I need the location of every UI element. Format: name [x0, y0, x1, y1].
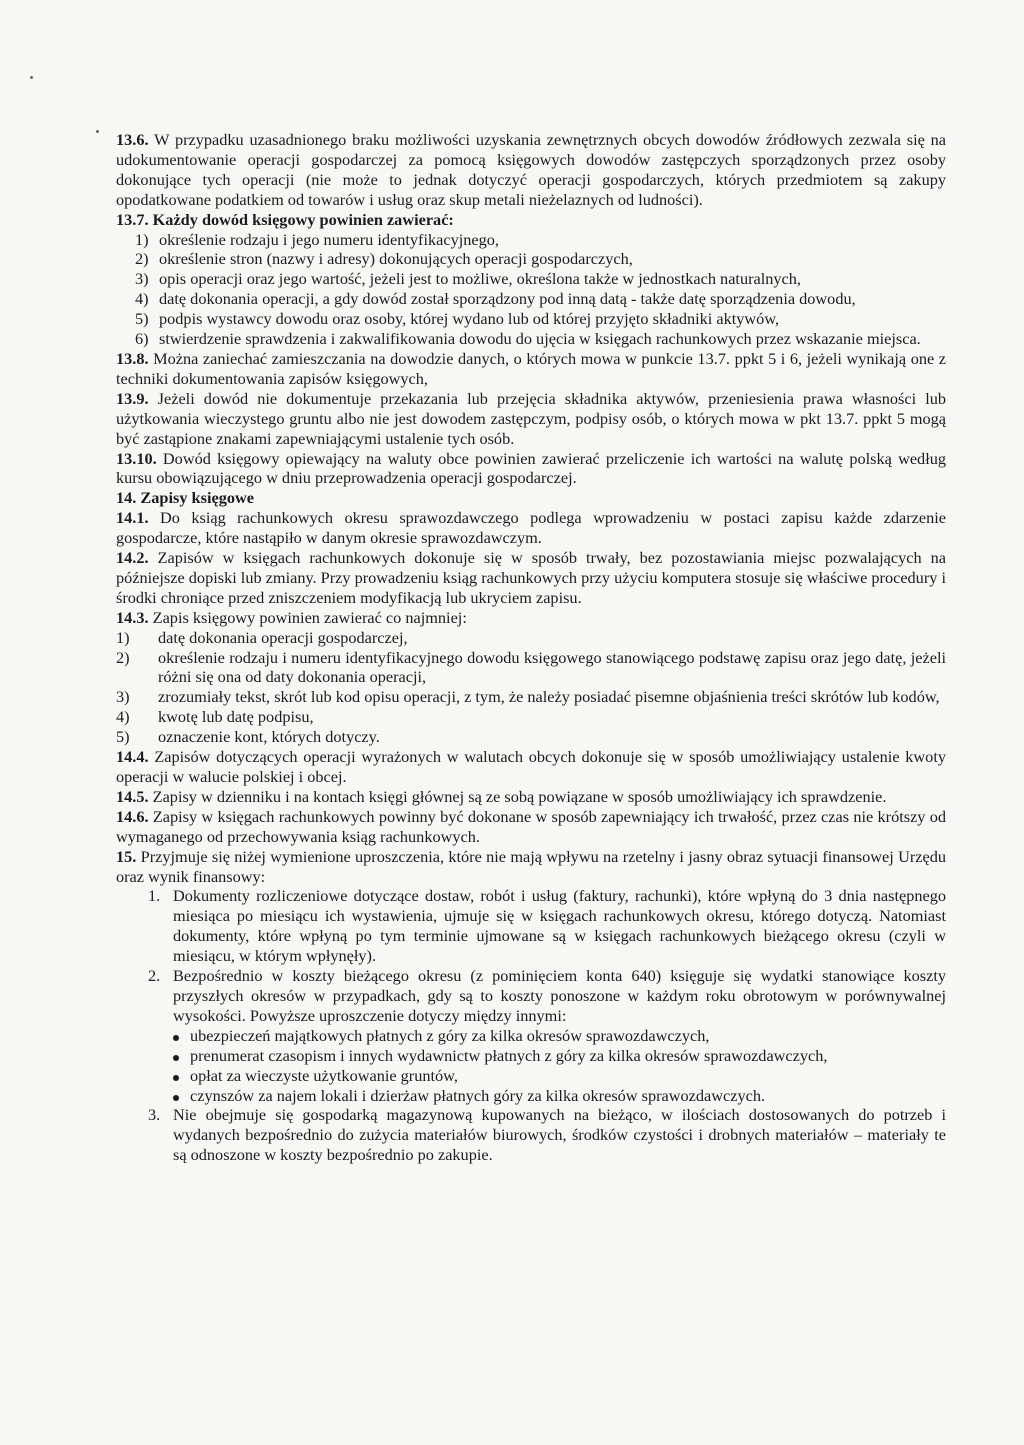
list-number: 2) [135, 249, 149, 269]
paragraph-text: Jeżeli dowód nie dokumentuje przekazania lub przejęcia składnika aktywów, przeniesienia prawa własności lub użytkowania wieczystego gruntu albo nie jest dowodem zastępczym, podpisy osób, o których mowa w pkt 13.7. ppkt 5 mogą być zastąpione znakami zapewniającymi ustalenie tych osób. [116, 388, 946, 448]
document-page [116, 130, 946, 1165]
bullet-text: ubezpieczeń majątkowych płatnych z góry za kilka okresów sprawozdawczych, [190, 1025, 710, 1045]
list-number: 3) [116, 687, 130, 707]
paragraph-14-2 [116, 548, 946, 608]
list-item [135, 249, 946, 269]
paragraph-text: Zapis księgowy powinien zawierać co najmniej: [152, 607, 467, 627]
list-number: 3) [135, 269, 149, 289]
list-15-cont [148, 1105, 946, 1165]
paragraph-13-10 [116, 449, 946, 489]
bullet-text: czynszów za najem lokali i dzierżaw płatnych góry za kilka okresów sprawozdawczych. [190, 1085, 766, 1105]
section-number: 14.4. [116, 747, 149, 767]
list-13-7 [135, 230, 946, 349]
paragraph-text: Dowód księgowy opiewający na waluty obce powinien zawierać przeliczenie ich wartości na walutę polską według kursu obowiązującego w dniu przeprowadzenia operacji gospodarczej. [116, 448, 947, 488]
paragraph-14-4 [116, 747, 946, 787]
scan-speck [96, 130, 99, 133]
list-text: datę dokonania operacji gospodarczej, [158, 627, 408, 647]
list-number: 2. [148, 966, 161, 986]
paragraph-text: Do ksiąg rachunkowych okresu sprawozdawczego podlega wprowadzeniu w postaci zapisu każde zdarzenie gospodarcze, które nastąpiło w danym okresie sprawozdawczym. [116, 508, 946, 548]
list-item [116, 687, 946, 707]
list-number: 5) [116, 727, 130, 747]
list-text: stwierdzenie sprawdzenia i zakwalifikowania dowodu do ujęcia w księgach rachunkowych przez wskazanie miejsca. [159, 329, 921, 349]
list-item [135, 230, 946, 250]
scan-speck [30, 76, 33, 79]
bullet-item [173, 1086, 946, 1106]
list-text: kwotę lub datę podpisu, [158, 707, 314, 727]
list-text: opis operacji oraz jego wartość, jeżeli jest to możliwe, określona także w jednostkach naturalnych, [159, 269, 801, 289]
list-text: Nie obejmuje się gospodarką magazynową kupowanych na bieżąco, w ilościach dostosowanych do potrzeb i wydanych bezpośrednio do zużycia materiałów biurowych, środków czystości i drobnych materiałów – materiały te są odnoszone w koszty bezpośrednio po zakupie. [173, 1105, 946, 1165]
paragraph-13-9 [116, 389, 946, 449]
list-number: 4) [135, 289, 149, 309]
section-number: 14.2. [116, 548, 149, 568]
list-item [135, 289, 946, 309]
list-text: oznaczenie kont, których dotyczy. [158, 727, 380, 747]
list-number: 1) [116, 627, 130, 647]
list-text: określenie stron (nazwy i adresy) dokonujących operacji gospodarczych, [159, 249, 633, 269]
bullet-icon [173, 1055, 179, 1061]
list-text: określenie rodzaju i jego numeru identyfikacyjnego, [159, 229, 499, 249]
bullet-text: opłat za wieczyste użytkowanie gruntów, [190, 1065, 458, 1085]
paragraph-14-5 [116, 787, 946, 807]
list-text: Bezpośrednio w koszty bieżącego okresu (z pominięciem konta 640) księguje się wydatki stanowiące koszty przyszłych okresów w przypadkach, gdy są to koszty ponoszone w każdym roku obrotowym w porównywalnej wysokości. Powyższe uproszczenie dotyczy między innymi: [173, 966, 946, 1025]
section-number: 14.3. [116, 607, 149, 627]
list-item [135, 309, 946, 329]
list-number: 2) [116, 647, 130, 667]
paragraph-14-6 [116, 807, 946, 847]
paragraph-13-6 [116, 130, 946, 210]
paragraph-13-7 [116, 210, 946, 230]
list-text: datę dokonania operacji, a gdy dowód został sporządzony pod inną datą - także datę sporządzenia dowodu, [159, 289, 856, 309]
paragraph-text: Zapisów dotyczących operacji wyrażonych w walutach obcych dokonuje się w sposób umożliwiający ustalenie kwoty operacji w walucie polskiej i obcej. [116, 747, 946, 786]
list-item [116, 707, 946, 727]
bullet-list-15-2 [116, 1026, 946, 1106]
bullet-item [173, 1046, 946, 1066]
section-heading: Każdy dowód księgowy powinien zawierać: [152, 209, 454, 229]
paragraph-13-8 [116, 349, 946, 389]
section-number: 14.1. [116, 508, 149, 528]
list-item [116, 628, 946, 648]
paragraph-text: W przypadku uzasadnionego braku możliwości uzyskania zewnętrznych obcych dowodów źródłowych zezwala się na udokumentowanie operacji gospodarczej za pomocą księgowych dowodów zastępczych sporządzonych przez osoby dokonujące tych operacji (nie może to jednak dotyczyć operacji gospodarczych, których przedmiotem są zakupy opodatkowane podatkiem od towarów i usług oraz skup metali nieżelaznych od ludności). [116, 130, 946, 209]
paragraph-text: Zapisy w dzienniku i na kontach księgi głównej są ze sobą powiązane w sposób umożliwiający ich sprawdzenie. [152, 786, 887, 806]
list-15 [148, 886, 946, 1025]
bullet-icon [173, 1095, 179, 1101]
paragraph-14-1 [116, 508, 946, 548]
paragraph-15 [116, 847, 946, 887]
list-text: Dokumenty rozliczeniowe dotyczące dostaw, robót i usług (faktury, rachunki), które wpłyną do 3 dnia następnego miesiąca po miesiącu ich wystawienia, ujmuje się w księgach rachunkowych okresu, którego dotyczą. Natomiast dokumenty, które wpłyną po tym terminie ujmowane są w księgach rachunkowych bieżącego okresu (czyli w miesiącu, w którym wpłynęły). [173, 886, 946, 966]
list-item [135, 329, 946, 349]
list-number: 6) [135, 329, 149, 349]
section-number: 14.5. [116, 786, 149, 806]
list-item [148, 1105, 946, 1165]
list-number: 4) [116, 707, 130, 727]
list-item [135, 269, 946, 289]
paragraph-text: Można zaniechać zamieszczania na dowodzie danych, o których mowa w punkcie 13.7. ppkt 5 i 6, jeżeli wynikają one z techniki dokumentowania zapisów księgowych, [116, 348, 947, 388]
list-item [148, 886, 946, 966]
list-text: zrozumiały tekst, skrót lub kod opisu operacji, z tym, że należy posiadać pisemne objaśnienia treści skrótów lub kodów, [158, 687, 940, 707]
section-number: 15. [116, 846, 137, 866]
list-number: 3. [148, 1105, 161, 1125]
paragraph-text: Zapisów w księgach rachunkowych dokonuje się w sposób trwały, bez pozostawiania miejsc pozwalających na późniejsze dopiski lub zmiany. Przy prowadzeniu ksiąg rachunkowych przy użyciu komputera stosuje się właściwe procedury i środki chroniące przed zniszczeniem modyfikacją lub ukryciem zapisu. [116, 548, 946, 607]
list-text: określenie rodzaju i numeru identyfikacyjnego dowodu księgowego stanowiącego podstawę zapisu oraz jego datę, jeżeli różni się ona od daty dokonania operacji, [158, 647, 946, 687]
section-number: 14.6. [116, 806, 149, 826]
section-number: 13.9. [116, 388, 149, 408]
bullet-icon [173, 1035, 179, 1041]
bullet-item [173, 1066, 946, 1086]
paragraph-text: Przyjmuje się niżej wymienione uproszczenia, które nie mają wpływu na rzetelny i jasny obraz sytuacji finansowej Urzędu oraz wynik finansowy: [116, 846, 946, 886]
list-number: 1) [135, 229, 149, 249]
paragraph-text: Zapisy w księgach rachunkowych powinny być dokonane w sposób zapewniający ich trwałość, przez czas nie krótszy od wymaganego od przechowywania ksiąg rachunkowych. [116, 806, 946, 846]
list-number: 5) [135, 309, 149, 329]
bullet-item [173, 1026, 946, 1046]
section-number: 13.8. [116, 348, 149, 368]
list-item [116, 648, 946, 688]
heading-14: 14. Zapisy księgowe [116, 488, 254, 508]
bullet-icon [173, 1075, 179, 1081]
list-item [148, 966, 946, 1026]
section-number: 13.6. [116, 130, 149, 149]
bullet-text: prenumerat czasopism i innych wydawnictw płatnych z góry za kilka okresów sprawozdawczych, [190, 1045, 828, 1065]
list-14-3 [116, 628, 946, 747]
list-item [116, 727, 946, 747]
paragraph-14-3 [116, 608, 946, 628]
section-number: 13.10. [116, 448, 157, 468]
list-number: 1. [148, 886, 161, 906]
list-text: podpis wystawcy dowodu oraz osoby, której wydano lub od której przyjęto składniki aktywów, [159, 309, 780, 329]
section-number: 13.7. [116, 209, 149, 229]
